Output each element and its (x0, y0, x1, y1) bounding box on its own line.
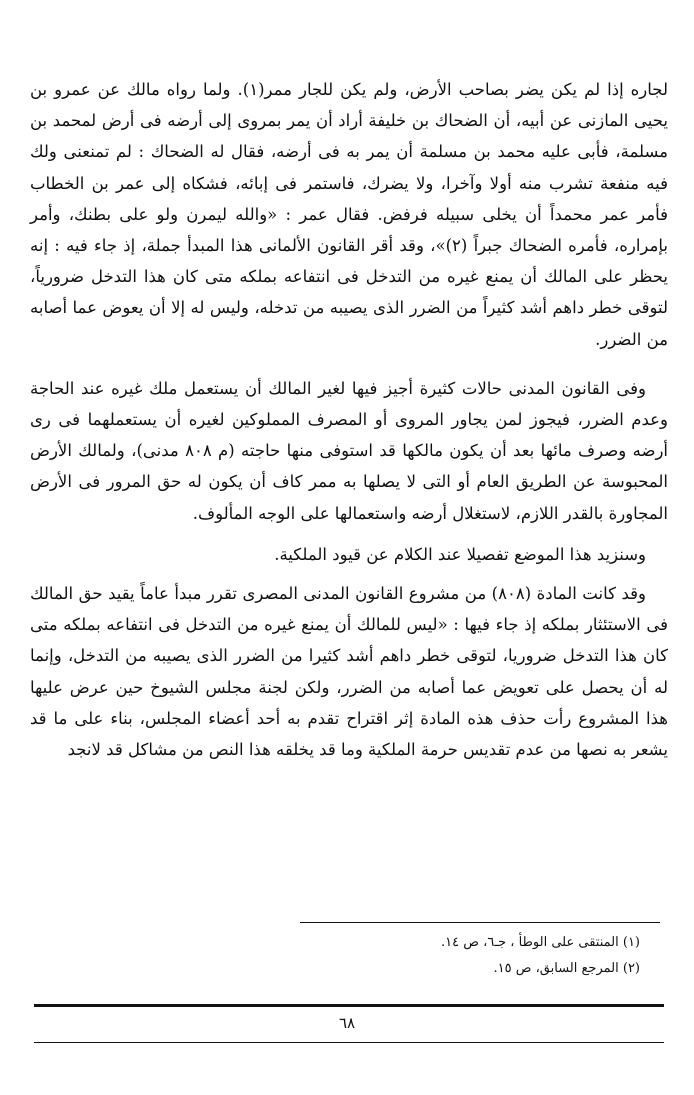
footnote-1: (١) المنتقى على الوطأ ، جـ٦، ص ١٤. (441, 935, 640, 950)
body-text (30, 74, 668, 765)
page-rule-bottom (34, 1042, 664, 1043)
page-number: ٦٨ (338, 1014, 356, 1032)
footnote-divider (300, 922, 660, 923)
footnote-2: (٢) المرجع السابق، ص ١٥. (493, 961, 640, 976)
paragraph-2: وفى القانون المدنى حالات كثيرة أجيز فيها لغير المالك أن يستعمل ملك غيره عند الحاجة وعدم الضرر، فيجوز لمن يجاور المروى أو المصرف المملوكين لغيره أن يستعملهما فى رى أرضه وصرف مائها بعد أن يكون مالكها قد استوفى منها حاجته (م ٨٠٨ مدنى)، ولمالك الأرض المحبوسة عن الطريق العام أو التى لا يصلها به ممر كاف أن يكون له حق المرور فى الأرض المجاورة بالقدر اللازم، لاستغلال أرضه واستعمالها على الوجه المألوف. (30, 378, 669, 523)
paragraph-3: وسنزيد هذا الموضع تفصيلا عند الكلام عن قيود الملكية. (274, 544, 646, 564)
footnotes (30, 930, 640, 982)
paragraph-4: وقد كانت المادة (٨٠٨) من مشروع القانون المدنى المصرى تقرر مبدأ عاماً يقيد حق المالك فى الاستئثار بملكه إذ جاء فيها : «ليس للمالك أن يمنع غيره من التدخل فى انتفاعه بملكه متى كان هذا التدخل ضروريا، لتوقى خطر داهم أشد كثيرا من الضرر الذى يصيبه من التدخل، وإنما له أن يحصل على تعويض عما أصابه من الضرر، ولكن لجنة مجلس الشيوخ حين عرض عليها هذا المشروع رأت حذف هذه المادة إثر اقتراح تقدم به أحد أعضاء المجلس، بناء على ما قد يشعر به نصها من عدم تقديس حرمة الملكية وما قد يخلقه هذا النص من مشاكل قد لانجد (30, 584, 669, 760)
paragraph-1: لجاره إذا لم يكن يضر بصاحب الأرض، ولم يكن للجار ممر(١). ولما رواه مالك عن عمرو بن يحيى المازنى عن أبيه، أن الضحاك بن خليفة أراد أن يمر بمروى إلى أرضه فى أرض لمحمد بن مسلمة، فأبى عليه محمد بن مسلمة أن يمر به فى أرضه، فقال له الضحاك : لم تمنعنى ولك فيه منفعة تشرب منه أولا وآخرا، ولا يضرك، فاستمر فى إبائه، فشكاه إلى عمر بن الخطاب فأمر عمر محمداً أن يخلى سبيله فرفض. فقال عمر : «والله ليمرن ولو على بطنك، وأمر بإمراره، فأمره الضحاك جبراً (٢)»، وقد أقر القانون الألمانى هذا المبدأ جملة، إذ جاء فيه : إنه يحظر على المالك أن يمنع غيره من التدخل فى انتفاعه بملكه متى كان هذا التدخل ضرورياً، لتوقى خطر داهم أشد كثيراً من الضرر الذى يصيبه من تدخله، وليس له إلا أن يعوض عما أصابه من الضرر. (30, 80, 668, 349)
page-rule-top (34, 1004, 664, 1007)
